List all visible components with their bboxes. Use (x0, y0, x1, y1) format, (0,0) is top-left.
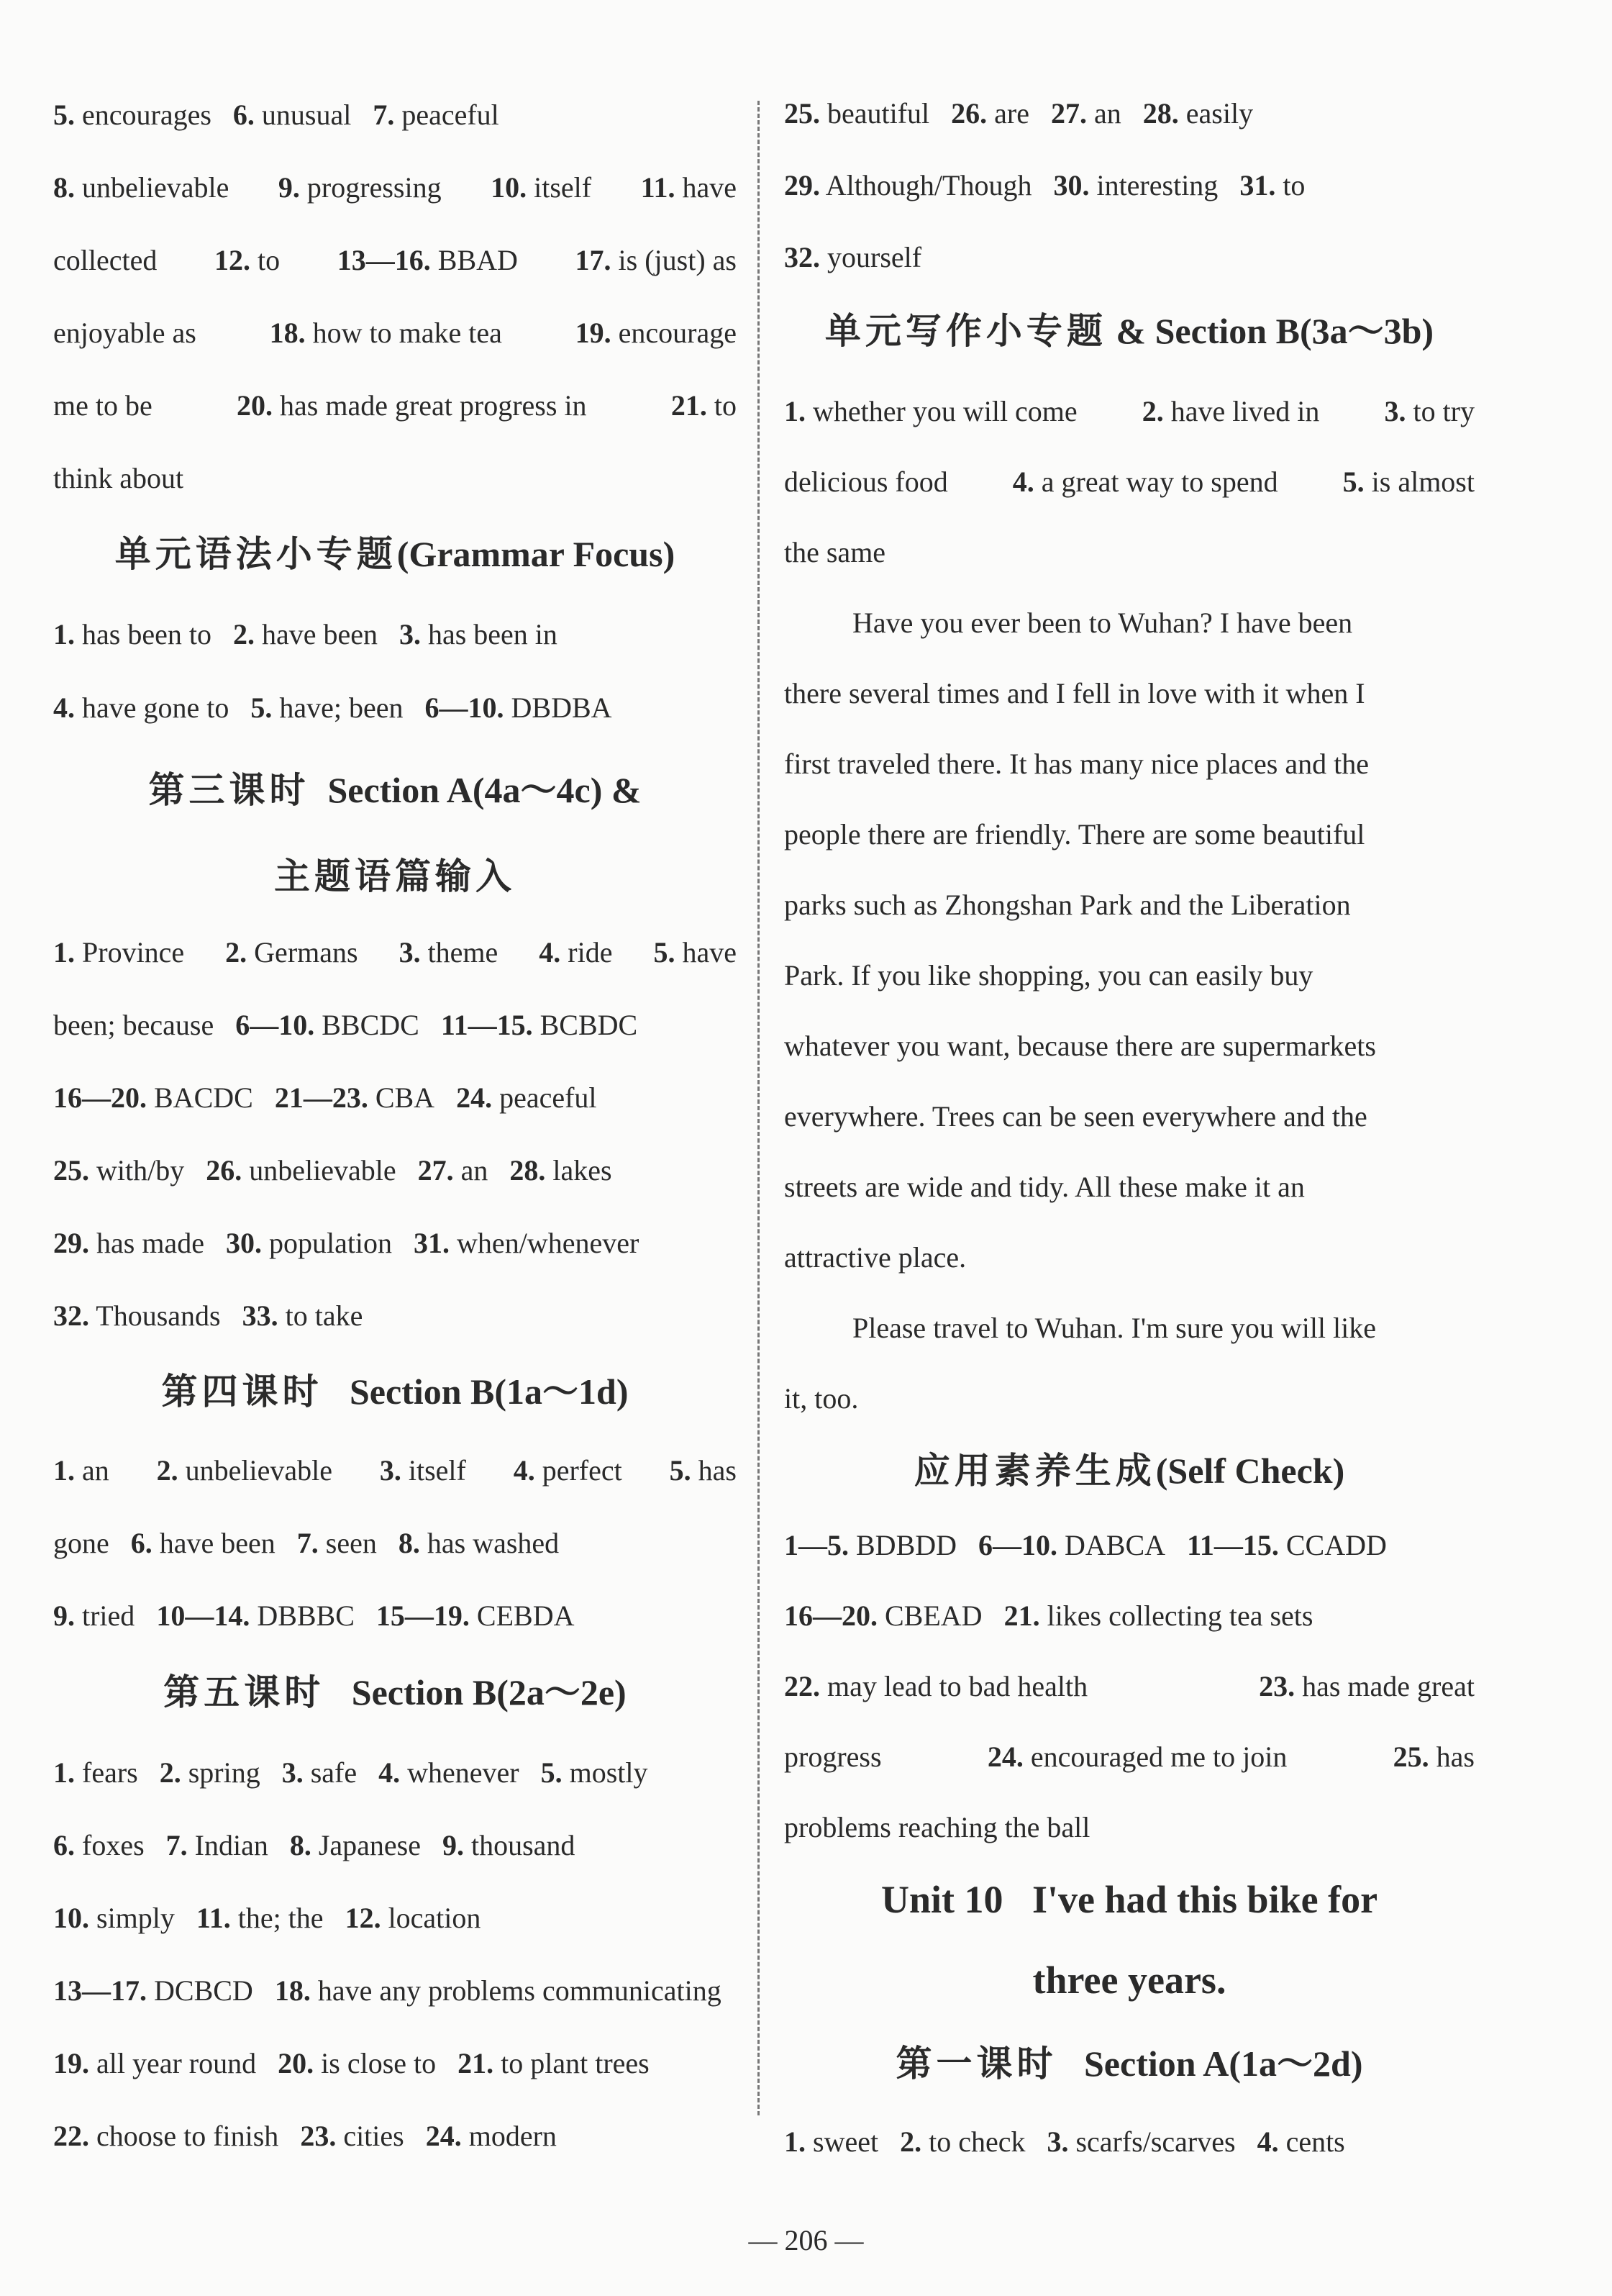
answer-line: problems reaching the ball (784, 1811, 1090, 1843)
section-heading: 第三课时 Section A(4a～4c) & (148, 769, 642, 811)
answer-line: 1. fears 2. spring 3. safe 4. whenever 5. mostly (53, 1756, 648, 1789)
answer-line: 29. Although/Though 30. interesting 31. to (784, 169, 1306, 201)
section-heading: 第一课时 Section A(1a～2d) (896, 2043, 1363, 2084)
answer-line: 1. an 2. unbelievable 3. itself 4. perfect 5. has (53, 1454, 737, 1487)
section-heading: 应用素养生成(Self Check) (914, 1450, 1345, 1492)
answer-line: 4. have gone to 5. have; been 6—10. DBDBA (53, 691, 612, 724)
answer-line: 1. whether you will come 2. have lived in 3. to try (784, 395, 1475, 427)
answer-line: the same (784, 536, 886, 568)
answer-line: 1. has been to 2. have been 3. has been in (53, 618, 557, 650)
essay-line: first traveled there. It has many nice places and the (784, 748, 1369, 780)
answer-line: 1. sweet 2. to check 3. scarfs/scarves 4. cents (784, 2125, 1345, 2158)
unit-title: Unit 10 I've had this bike for (880, 1878, 1378, 1921)
answer-line: 10. simply 11. the; the 12. location (53, 1902, 481, 1934)
answer-line: delicious food 4. a great way to spend 5. is almost (784, 466, 1475, 498)
answer-line: collected 12. to 13—16. BBAD 17. is (just) as (53, 244, 737, 276)
unit-title-cont: three years. (1032, 1959, 1226, 2002)
page-number: — 206 — (748, 2224, 864, 2256)
answer-line: 22. may lead to bad health 23. has made great (784, 1670, 1475, 1702)
essay-line: everywhere. Trees can be seen everywhere and the (784, 1100, 1367, 1133)
answer-line: 32. Thousands 33. to take (53, 1299, 363, 1332)
essay-line: streets are wide and tidy. All these make it an (784, 1171, 1305, 1203)
essay-line: parks such as Zhongshan Park and the Liberation (784, 889, 1351, 921)
answer-line: 19. all year round 20. is close to 21. to plant trees (53, 2047, 650, 2079)
answer-line: 22. choose to finish 23. cities 24. modern (53, 2120, 557, 2152)
essay-line: Have you ever been to Wuhan? I have been (852, 607, 1353, 639)
answer-line: 1—5. BDBDD 6—10. DABCA 11—15. CCADD (784, 1529, 1387, 1561)
section-heading: 单元语法小专题(Grammar Focus) (114, 533, 675, 575)
section-heading: 第四课时 Section B(1a～1d) (161, 1371, 629, 1412)
essay-line: Please travel to Wuhan. I'm sure you will like (852, 1312, 1377, 1344)
section-heading-cont: 主题语篇输入 (274, 856, 516, 897)
answer-line: enjoyable as 18. how to make tea 19. encourage (53, 317, 737, 349)
answer-line: been; because 6—10. BBCDC 11—15. BCBDC (53, 1009, 638, 1041)
answer-line: me to be 20. has made great progress in 21. to (53, 389, 737, 422)
essay-line: it, too. (784, 1382, 859, 1415)
answer-line: think about (53, 462, 184, 494)
answer-line: 25. beautiful 26. are 27. an 28. easily (784, 97, 1254, 130)
answer-line: gone 6. have been 7. seen 8. has washed (53, 1527, 560, 1559)
essay-line: Park. If you like shopping, you can easily buy (784, 959, 1313, 992)
answer-line: 32. yourself (784, 241, 922, 273)
essay-line: whatever you want, because there are supermarkets (784, 1030, 1376, 1062)
essay-line: people there are friendly. There are some beautiful (784, 818, 1365, 850)
answer-line: 16—20. BACDC 21—23. CBA 24. peaceful (53, 1081, 597, 1114)
essay-line: attractive place. (784, 1241, 967, 1274)
answer-line: 9. tried 10—14. DBBBC 15—19. CEBDA (53, 1600, 575, 1632)
answer-line: 5. encourages 6. unusual 7. peaceful (53, 99, 499, 131)
answer-line: progress 24. encouraged me to join 25. has (784, 1741, 1475, 1773)
column-divider (757, 101, 760, 2115)
answer-line: 8. unbelievable 9. progressing 10. itself 11. have (53, 171, 737, 204)
answer-line: 29. has made 30. population 31. when/whenever (53, 1227, 639, 1259)
section-heading: 单元写作小专题 & Section B(3a～3b) (824, 310, 1434, 352)
answer-line: 6. foxes 7. Indian 8. Japanese 9. thousand (53, 1829, 575, 1861)
essay-line: there several times and I fell in love with it when I (784, 677, 1365, 709)
section-heading: 第五课时 Section B(2a～2e) (163, 1671, 627, 1713)
answer-line: 16—20. CBEAD 21. likes collecting tea sets (784, 1600, 1313, 1632)
answer-line: 1. Province 2. Germans 3. theme 4. ride 5. have (53, 936, 737, 968)
answer-line: 25. with/by 26. unbelievable 27. an 28. lakes (53, 1154, 612, 1186)
answer-line: 13—17. DCBCD 18. have any problems communicating (53, 1974, 721, 2007)
